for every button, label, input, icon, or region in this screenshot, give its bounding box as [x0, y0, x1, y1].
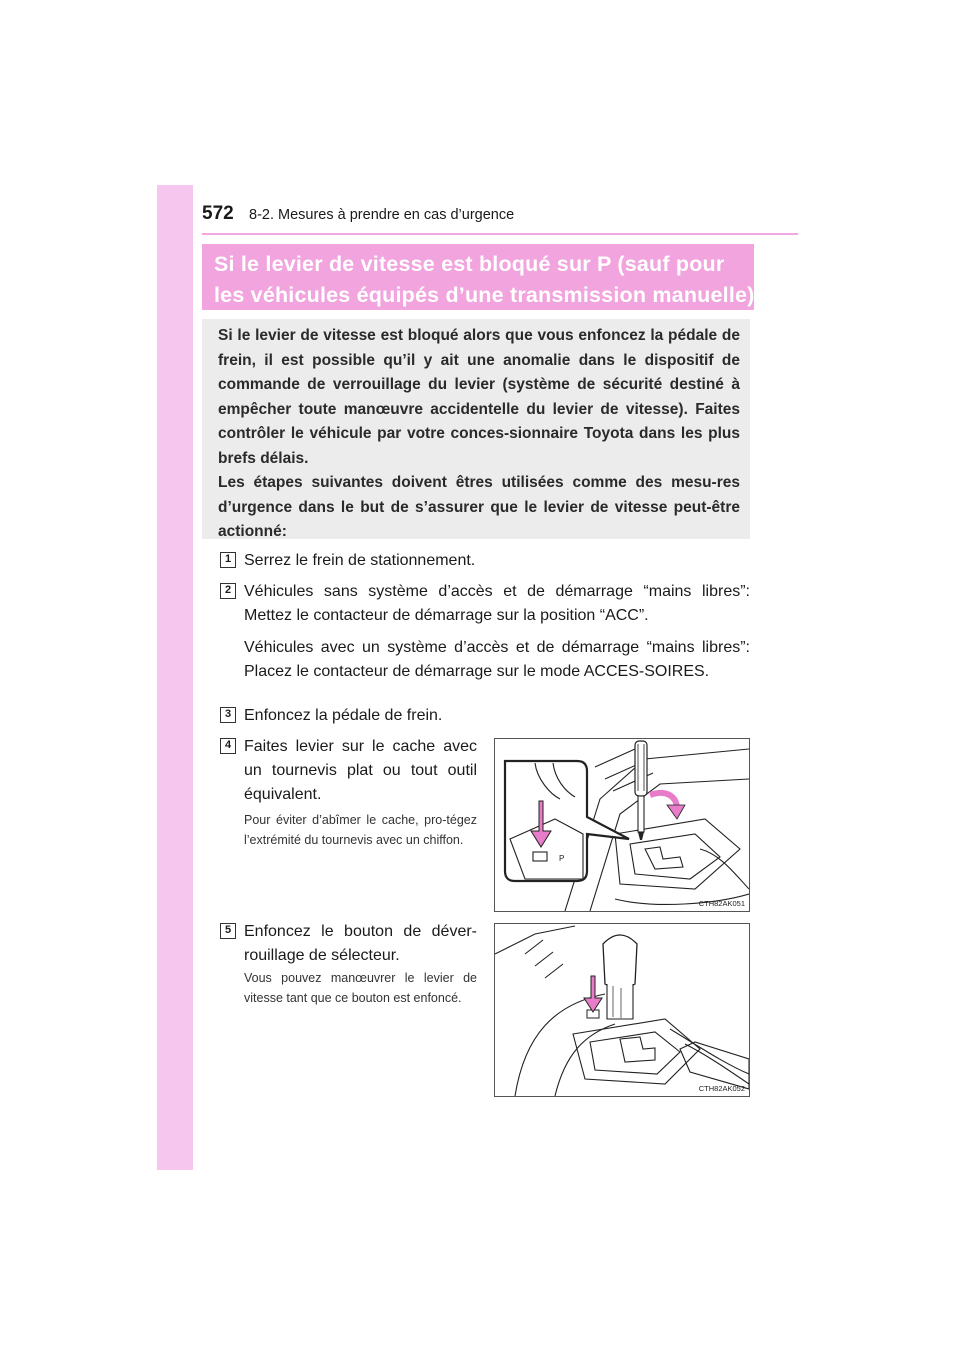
figure-1-code: CTH82AK051 [698, 899, 745, 908]
figure-screwdriver-cover [494, 738, 750, 912]
step-4-badge: 4 [220, 738, 236, 754]
step-5-note: Vous pouvez manœuvrer le levier de vitesse tant que ce bouton est enfoncé. [244, 971, 477, 1005]
side-tab-strip [157, 185, 193, 1170]
intro-paragraph-2: Les étapes suivantes doivent êtres utilisées comme des mesu-res d’urgence dans le but de s’assurer que le levier de vitesse peut-être actionné: [218, 474, 740, 540]
intro-text [218, 324, 740, 545]
parking-brake-lever [680, 1042, 749, 1089]
figure-2-illustration [495, 924, 749, 1096]
step-5-badge: 5 [220, 923, 236, 939]
zoom-callout [505, 761, 629, 881]
intro-paragraph-1: Si le levier de vitesse est bloqué alors que vous enfoncez la pédale de frein, il est possible qu’il y ait une anomalie dans le dispositif de commande de verrouillage du levier (système de sécurité destiné à empêcher toute manœuvre accidentelle du levier de vitesse). Faites contrôler le véhicule par votre conces-sionnaire Toyota dans les plus brefs délais. [218, 327, 740, 467]
p-position-label: P [559, 854, 565, 863]
step-2-badge: 2 [220, 583, 236, 599]
header-rule [202, 233, 798, 235]
section-title: 8-2. Mesures à prendre en cas d’urgence [249, 207, 515, 223]
heading-line-1: Si le levier de vitesse est bloqué sur P (sauf pour [214, 252, 725, 276]
figure-shift-lock-button [494, 923, 750, 1097]
step-5-text: Enfoncez le bouton de déver-rouillage de sélecteur. [244, 923, 477, 964]
step-2-text [244, 580, 750, 684]
screwdriver-icon [635, 741, 647, 840]
heading-line-2: les véhicules équipés d’une transmission manuelle) [214, 283, 755, 307]
step-3-badge: 3 [220, 707, 236, 723]
step-4-text: Faites levier sur le cache avec un tournevis plat ou tout outil équivalent. [244, 738, 477, 803]
shift-knob-icon [603, 935, 637, 1019]
figure-2-code: CTH82AK052 [698, 1084, 745, 1093]
step-3-text: Enfoncez la pédale de frein. [244, 707, 443, 724]
step-2-paragraph-2: Véhicules avec un système d’accès et de démarrage “mains libres”: Placez le contacteur de démarrage sur le mode ACCES-SOIRES. [244, 639, 750, 680]
step-4-note: Pour éviter d’abîmer le cache, pro-tégez l’extrémité du tournevis avec un chiffon. [244, 813, 477, 847]
step-2-paragraph-1: Véhicules sans système d’accès et de démarrage “mains libres”: Mettez le contacteur de démarrage sur la position “ACC”. [244, 583, 750, 624]
page-number: 572 [202, 203, 234, 224]
step-1-text: Serrez le frein de stationnement. [244, 552, 476, 569]
step-1-badge: 1 [220, 552, 236, 568]
heading-title [214, 249, 774, 311]
press-arrow-icon [584, 976, 602, 1012]
figure-1-illustration [495, 739, 749, 911]
